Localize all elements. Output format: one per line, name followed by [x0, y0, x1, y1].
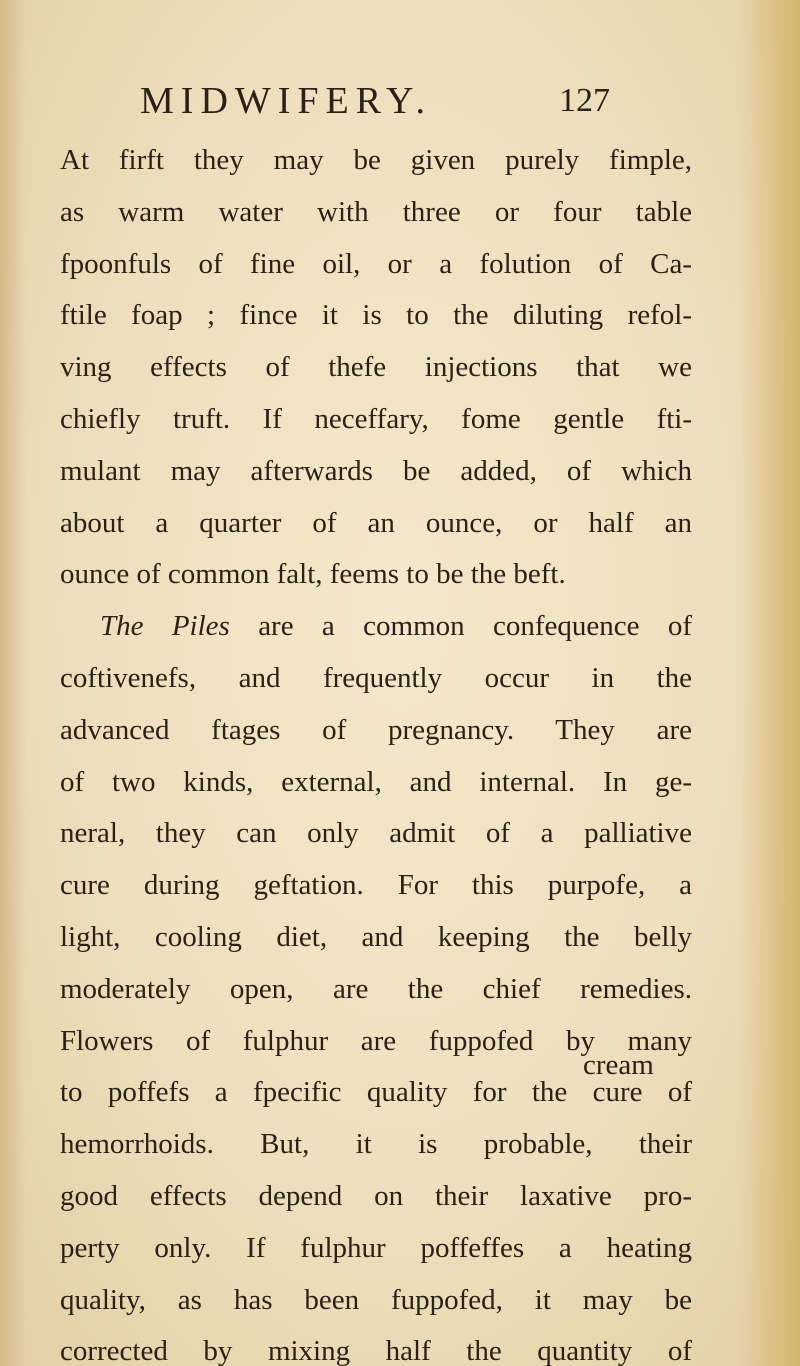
text-line: as warm water with three or four table	[60, 195, 692, 228]
italic-heading: The Piles	[100, 610, 230, 643]
text-line: hemorrhoids. But, it is probable, their	[60, 1128, 692, 1161]
text-line: Flowers of fulphur are fuppofed by many	[60, 1024, 692, 1057]
text-line: about a quarter of an ounce, or half an	[60, 506, 692, 539]
catchword: cream	[583, 1049, 654, 1081]
text-line: ounce of common falt, feems to be the beft.	[60, 558, 566, 591]
text-line: good effects depend on their laxative pro-	[60, 1179, 692, 1212]
text-line: of two kinds, external, and internal. In ge-	[60, 765, 692, 798]
body-text	[60, 135, 692, 1366]
page-number: 127	[559, 82, 610, 119]
text-line: coftivenefs, and frequently occur in the	[60, 661, 692, 694]
text-line: advanced ftages of pregnancy. They are	[60, 713, 692, 746]
paragraph-start-line	[60, 601, 692, 653]
text-line: cure during geftation. For this purpofe, a	[60, 869, 692, 902]
text-line: mulant may afterwards be added, of which	[60, 454, 692, 487]
text-line: to poffefs a fpecific quality for the cure of	[60, 1076, 692, 1109]
text-line: perty only. If fulphur poffeffes a heating	[60, 1231, 692, 1264]
text-line: light, cooling diet, and keeping the belly	[60, 920, 692, 953]
text-line: ftile foap ; fince it is to the diluting refol-	[60, 299, 692, 332]
text-line: corrected by mixing half the quantity of	[60, 1335, 692, 1366]
running-head: MIDWIFERY.	[140, 80, 433, 122]
text-line: moderately open, are the chief remedies.	[60, 972, 692, 1005]
page-header	[140, 76, 610, 126]
page-edge-right	[740, 0, 800, 1366]
text-line: ving effects of thefe injections that we	[60, 351, 692, 384]
page-edge-left	[0, 0, 26, 1366]
text-span: are a common confequence of	[229, 610, 692, 643]
text-line: At firft they may be given purely fimple,	[60, 144, 692, 176]
text-line: chiefly truft. If neceffary, fome gentle fti-	[60, 402, 692, 435]
text-line: quality, as has been fuppofed, it may be	[60, 1283, 692, 1316]
text-line: fpoonfuls of fine oil, or a folution of Ca-	[60, 247, 692, 280]
text-line: neral, they can only admit of a palliative	[60, 817, 692, 850]
